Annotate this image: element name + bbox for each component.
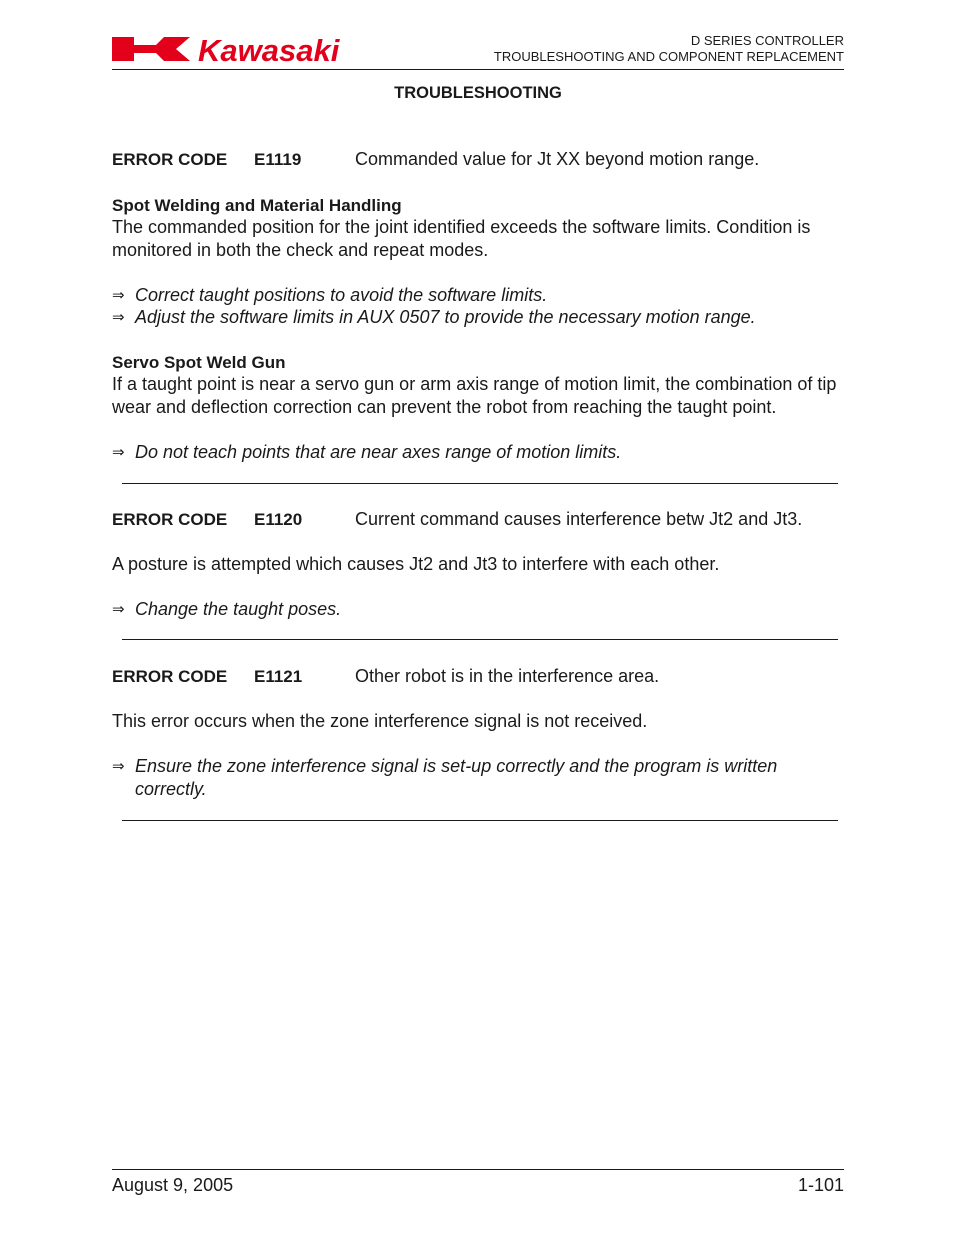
error-code-label: ERROR CODE (112, 150, 228, 169)
header-rule (112, 69, 844, 70)
kawasaki-logo (112, 33, 390, 65)
error-code: E1120 (254, 510, 303, 529)
action-item (112, 306, 846, 329)
action-text: Adjust the software limits in AUX 0507 to provide the necessary motion range. (135, 307, 756, 327)
section-separator (122, 639, 838, 640)
section-title: TROUBLESHOOTING (394, 84, 562, 102)
action-text: Correct taught positions to avoid the software limits. (135, 285, 548, 305)
arrow-icon: ⇒ (112, 757, 125, 775)
error-code-label: ERROR CODE (112, 667, 228, 686)
page-number: 1-101 (797, 1175, 844, 1195)
error-explanation: This error occurs when the zone interference signal is not received. (112, 711, 648, 731)
document-title (494, 33, 844, 65)
doc-title-line1: D SERIES CONTROLLER (690, 33, 844, 48)
doc-title-line2: TROUBLESHOOTING AND COMPONENT REPLACEMENT (493, 49, 844, 64)
error-code-e1121-row (112, 665, 846, 688)
arrow-icon: ⇒ (112, 600, 125, 618)
footer-date: August 9, 2005 (112, 1175, 234, 1195)
action-text: Ensure the zone interference signal is set-up correctly and the program is written correctly. (135, 756, 778, 799)
error-explanation: The commanded position for the joint identified exceeds the software limits. Condition is monitored in both the check and repeat modes. (112, 217, 811, 260)
error-explanation: If a taught point is near a servo gun or arm axis range of motion limit, the combination of tip wear and deflection correction can prevent the robot from reaching the taught point. (112, 374, 837, 417)
action-item (112, 755, 812, 801)
action-item (112, 284, 846, 307)
error-description: Current command causes interference betw Jt2 and Jt3. (355, 509, 803, 529)
section-separator (122, 820, 838, 821)
error-description: Other robot is in the interference area. (355, 666, 660, 686)
error-code: E1119 (254, 150, 302, 169)
subheading-servo-spot-weld-gun: Servo Spot Weld Gun (112, 353, 286, 372)
section-separator (122, 483, 838, 484)
arrow-icon: ⇒ (112, 308, 125, 326)
error-code-label: ERROR CODE (112, 510, 228, 529)
error-code: E1121 (254, 667, 303, 686)
action-text: Do not teach points that are near axes range of motion limits. (135, 442, 622, 462)
footer-rule (112, 1169, 844, 1170)
action-item (112, 441, 846, 464)
svg-text:Kawasaki: Kawasaki (198, 33, 340, 65)
error-code-e1119-row (112, 148, 846, 171)
action-text: Change the taught poses. (135, 599, 342, 619)
error-description: Commanded value for Jt XX beyond motion range. (355, 149, 760, 169)
error-explanation: A posture is attempted which causes Jt2 and Jt3 to interfere with each other. (112, 554, 720, 574)
arrow-icon: ⇒ (112, 286, 125, 304)
error-code-e1120-row (112, 508, 846, 531)
arrow-icon: ⇒ (112, 443, 125, 461)
action-item (112, 598, 846, 621)
subheading-spot-welding: Spot Welding and Material Handling (112, 196, 402, 215)
